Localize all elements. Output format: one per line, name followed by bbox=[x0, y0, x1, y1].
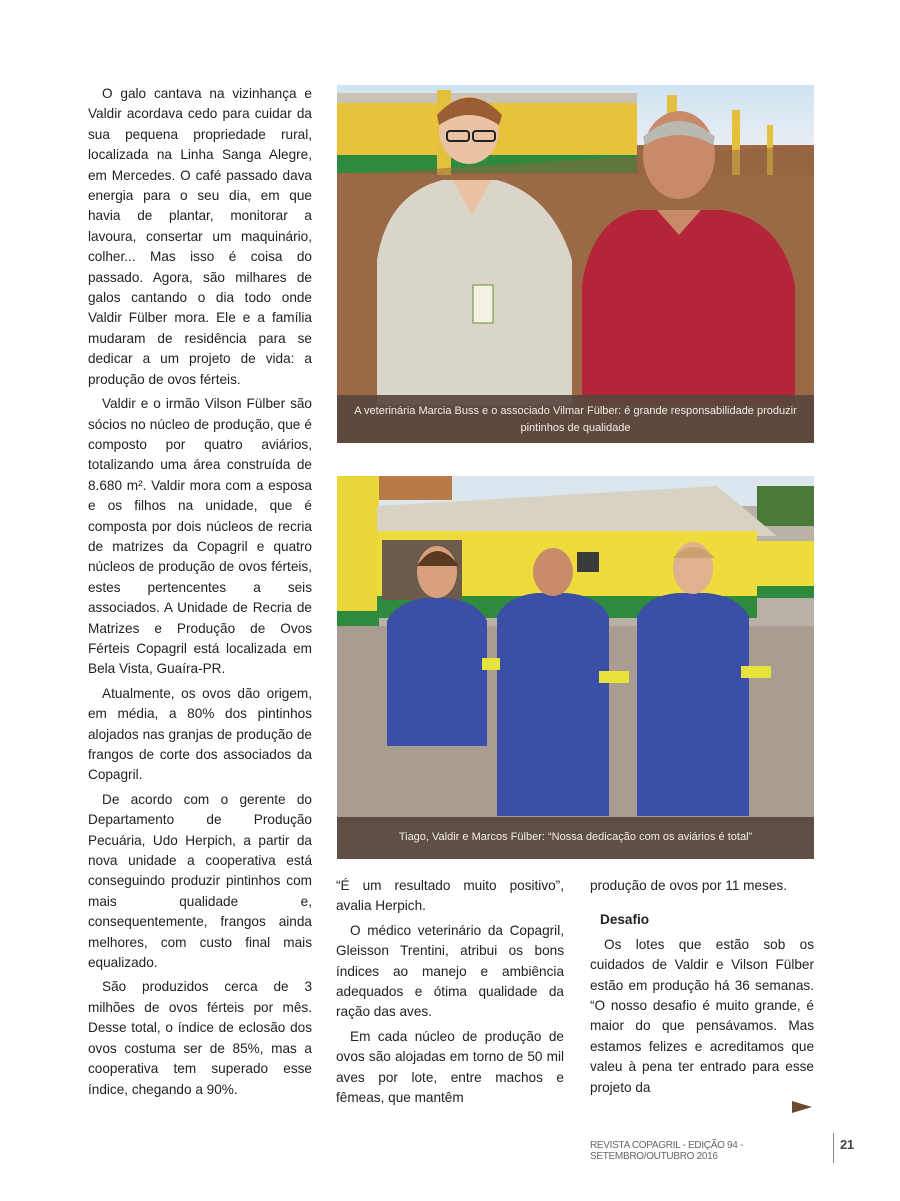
paragraph: De acordo com o gerente do Departamento de Produção Pecuária, Udo Herpich, a partir da nova unidade a cooperativa está conseguindo produzir pintinhos com mais qualidade e, consequentemente, frangos ainda melhores, com custo final mais equalizado. bbox=[88, 791, 312, 971]
page-footer bbox=[590, 1137, 854, 1162]
paragraph: Atualmente, os ovos dão origem, em média, a 80% dos pintinhos alojados nas granjas de produção de frangos de corte dos associados da Copagril. bbox=[88, 685, 312, 783]
paragraph: “É um resultado muito positivo”, avalia Herpich. bbox=[336, 878, 564, 914]
paragraph: produção de ovos por 11 meses. bbox=[590, 878, 787, 893]
paragraph: Em cada núcleo de produção de ovos são alojadas em torno de 50 mil aves por lote, entre machos e fêmeas, que mantêm bbox=[336, 1028, 564, 1106]
continue-arrow-icon bbox=[792, 1101, 812, 1113]
article-column-1 bbox=[88, 84, 312, 1100]
paragraph: Valdir e o irmão Vilson Fülber são sócios no núcleo de produção, que é composto por quatro aviários, totalizando uma área construída de 8.680 m². Valdir mora com a esposa e os filhos na unidade, que é composta por dois núcleos de recria de matrizes da Copagril e quatro núcleos de produção de ovos férteis, estes pertencentes a seis associados. A Unidade de Recria de Matrizes e Produção de Ovos Férteis Copagril está localizada em Bela Vista, Guaíra-PR. bbox=[88, 396, 312, 677]
photo-illustration bbox=[337, 476, 814, 859]
photo-illustration bbox=[337, 85, 814, 443]
photo-caption: Tiago, Valdir e Marcos Fülber: “Nossa dedicação com os aviários é total” bbox=[337, 817, 814, 859]
paragraph: Os lotes que estão sob os cuidados de Valdir e Vilson Fülber estão em produção há 36 semanas. “O nosso desafio é muito grande, é maior do que pensávamos. Mas estamos felizes e acreditamos que valeu à pena ter entrado para esse projeto da bbox=[590, 936, 814, 1095]
section-heading: Desafio bbox=[600, 912, 650, 928]
photo-fulber-family bbox=[337, 476, 814, 859]
paragraph: O médico veterinário da Copagril, Gleisson Trentini, atribui os bons índices ao manejo e ambiência adequados e ótima qualidade da ração das aves. bbox=[336, 922, 564, 1020]
article-column-2 bbox=[336, 876, 564, 1108]
paragraph: O galo cantava na vizinhança e Valdir acordava cedo para cuidar da sua pequena propriedade rural, localizada na Linha Sanga Alegre, em Mercedes. O café passado dava energia para o seu dia, em que havia de plantar, monitorar a lavoura, consertar um maquinário, colher... Mas isso é coisa do passado. Agora, são milhares de galos cantando o dia todo onde Valdir Fülber mora. Ele e a família mudaram de residência para se dedicar a um projeto de vida: a produção de ovos férteis. bbox=[88, 86, 312, 387]
photo-veterinarian-and-associate bbox=[337, 85, 814, 443]
page-number: 21 bbox=[840, 1137, 854, 1152]
footer-publication: REVISTA COPAGRIL - EDIÇÃO 94 - SETEMBRO/OUTUBRO 2016 bbox=[590, 1140, 744, 1162]
article-column-3 bbox=[590, 876, 814, 1098]
photo-caption: A veterinária Marcia Buss e o associado Vilmar Fülber: é grande responsabilidade produzir pintinhos de qualidade bbox=[337, 395, 814, 443]
paragraph: São produzidos cerca de 3 milhões de ovos férteis por mês. Desse total, o índice de eclosão dos ovos costuma ser de 85%, mas a cooperativa tem superado esse índice, chegando a 90%. bbox=[88, 979, 312, 1097]
